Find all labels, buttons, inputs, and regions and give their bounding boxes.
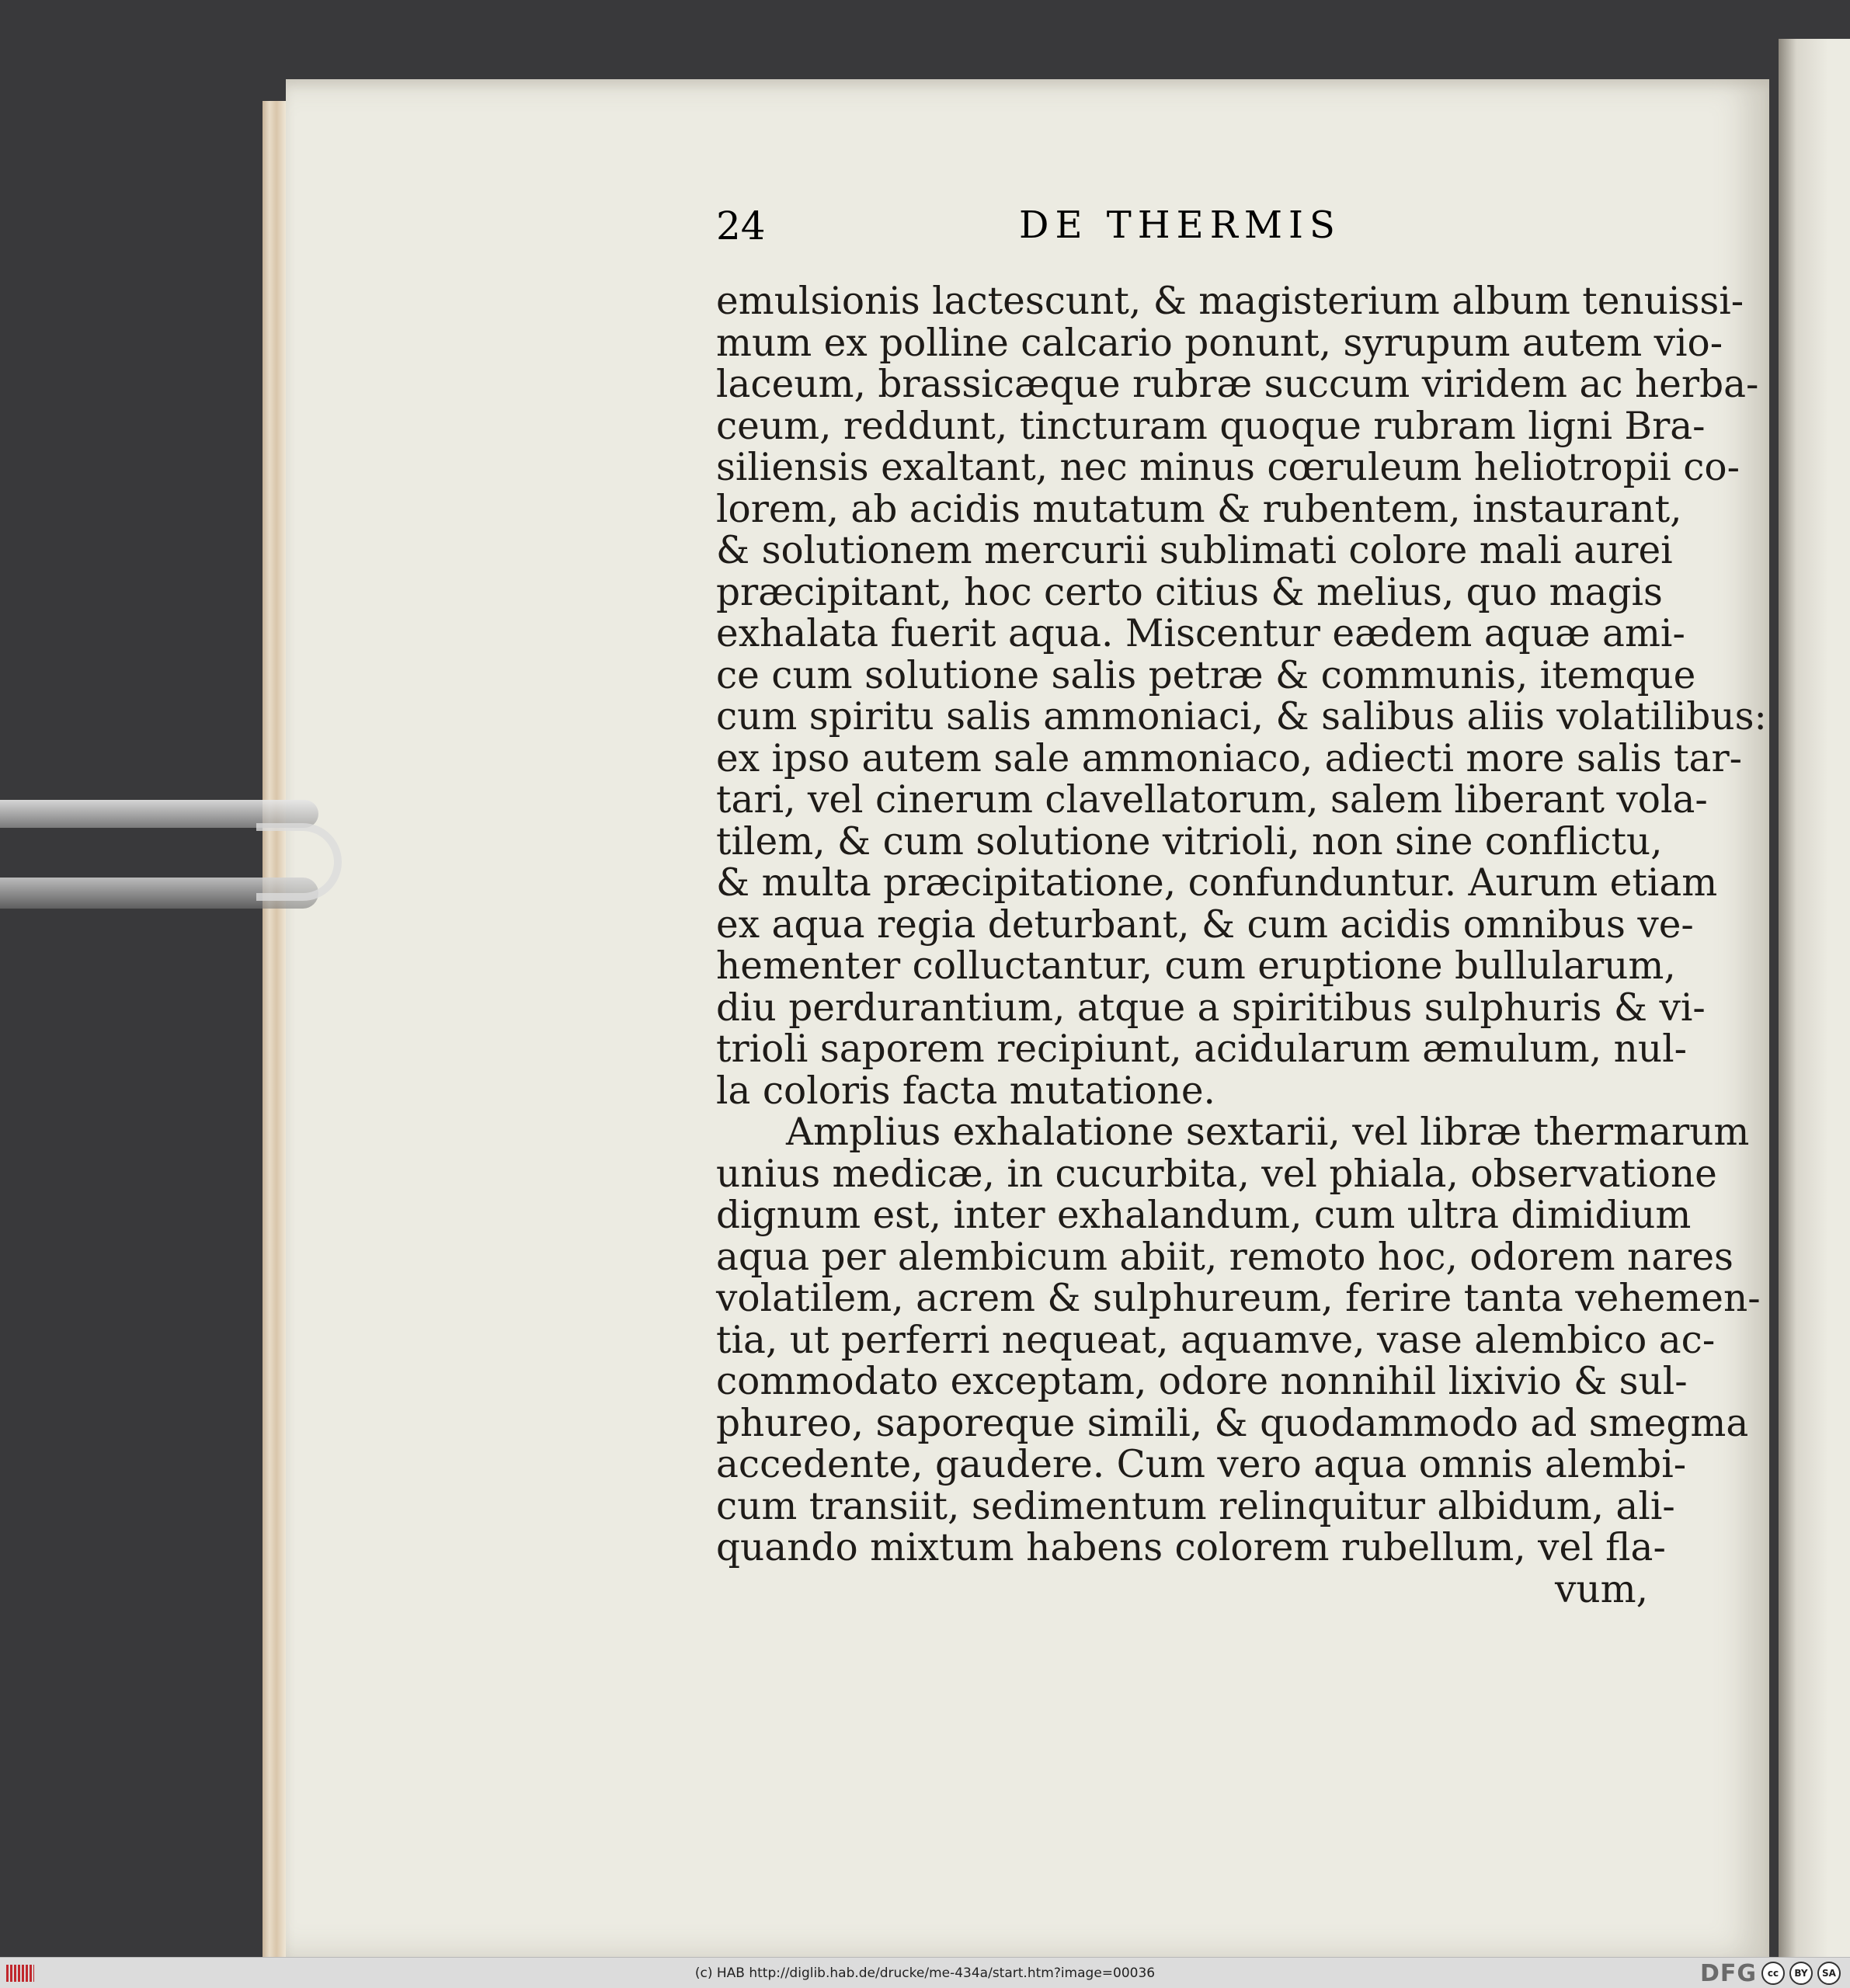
text-line: la coloris facta mutatione. bbox=[716, 1069, 1215, 1113]
text-line: & multa præcipitatione, confunduntur. Aurum etiam bbox=[716, 861, 1718, 905]
text-line: ce cum solutione salis petræ & communis, itemque bbox=[716, 653, 1696, 697]
facing-page-edge bbox=[1779, 39, 1850, 1957]
text-line: tari, vel cinerum clavellatorum, salem liberant vola- bbox=[716, 778, 1708, 822]
text-line: dignum est, inter exhalandum, cum ultra dimidium bbox=[716, 1194, 1692, 1237]
text-line: accedente, gaudere. Cum vero aqua omnis alembi- bbox=[716, 1443, 1687, 1486]
text-line: phureo, saporeque simili, & quodammodo ad smegma bbox=[716, 1401, 1749, 1445]
text-line: trioli saporem recipiunt, acidularum æmulum, nul- bbox=[716, 1027, 1687, 1071]
text-line: ex ipso autem sale ammoniaco, adiecti more salis tar- bbox=[716, 736, 1743, 780]
text-line: exhalata fuerit aqua. Miscentur eædem aquæ ami- bbox=[716, 612, 1685, 655]
text-line: Amplius exhalatione sextarii, vel libræ thermarum bbox=[786, 1110, 1750, 1154]
text-line: emulsionis lactescunt, & magisterium album tenuissi- bbox=[716, 280, 1744, 323]
page-edges bbox=[263, 101, 286, 1957]
text-line: hementer colluctantur, cum eruptione bullularum, bbox=[716, 944, 1676, 988]
page-number: 24 bbox=[716, 203, 766, 248]
footer-bar bbox=[0, 1957, 1850, 1988]
sa-icon: SA bbox=[1817, 1962, 1841, 1985]
text-line: unius medicæ, in cucurbita, vel phiala, observatione bbox=[716, 1152, 1717, 1196]
text-line: tia, ut perferri nequeat, aquamve, vase alembico ac- bbox=[716, 1318, 1716, 1362]
running-head bbox=[716, 203, 1648, 258]
text-line: siliensis exaltant, nec minus cœruleum heliotropii co- bbox=[716, 446, 1740, 489]
running-title: DE THERMIS bbox=[1019, 203, 1341, 247]
by-icon: BY bbox=[1789, 1962, 1813, 1985]
text-line: cum spiritu salis ammoniaci, & salibus aliis volatilibus: bbox=[716, 695, 1767, 739]
text-line: diu perdurantium, atque a spiritibus sulphuris & vi- bbox=[716, 985, 1706, 1030]
text-line: & solutionem mercurii sublimati colore mali aurei bbox=[716, 529, 1673, 572]
text-line: ex aqua regia deturbant, & cum acidis omnibus ve- bbox=[716, 902, 1694, 947]
catchword: vum, bbox=[1554, 1567, 1648, 1611]
text-line: tilem, & cum solutione vitrioli, non sine conflictu, bbox=[716, 819, 1663, 864]
text-line: aqua per alembicum abiit, remoto hoc, odorem nares bbox=[716, 1235, 1734, 1279]
text-line: quando mixtum habens colorem rubellum, vel fla- bbox=[716, 1526, 1666, 1569]
body-text bbox=[716, 280, 1767, 1611]
text-line: præcipitant, hoc certo citius & melius, quo magis bbox=[716, 570, 1663, 614]
source-link[interactable]: (c) HAB http://diglib.hab.de/drucke/me-434a/start.htm?image=00036 bbox=[694, 1965, 1156, 1981]
text-line: mum ex polline calcario ponunt, syrupum autem vio- bbox=[716, 321, 1723, 365]
license-badges bbox=[1700, 1961, 1841, 1986]
dfg-logo: DFG bbox=[1699, 1959, 1757, 1987]
text-line: lorem, ab acidis mutatum & rubentem, instaurant, bbox=[716, 487, 1682, 531]
glass-page-holder bbox=[0, 777, 342, 924]
text-line: volatilem, acrem & sulphureum, ferire tanta vehemen- bbox=[716, 1277, 1761, 1320]
text-line: commodato exceptam, odore nonnihil lixivio & sul- bbox=[716, 1360, 1688, 1403]
cc-icon: cc bbox=[1761, 1962, 1785, 1985]
text-line: ceum, reddunt, tincturam quoque rubram ligni Bra- bbox=[716, 404, 1706, 448]
text-line: cum transiit, sedimentum relinquitur albidum, ali- bbox=[716, 1484, 1675, 1528]
text-line: laceum, brassicæque rubræ succum viridem ac herba- bbox=[716, 363, 1759, 406]
